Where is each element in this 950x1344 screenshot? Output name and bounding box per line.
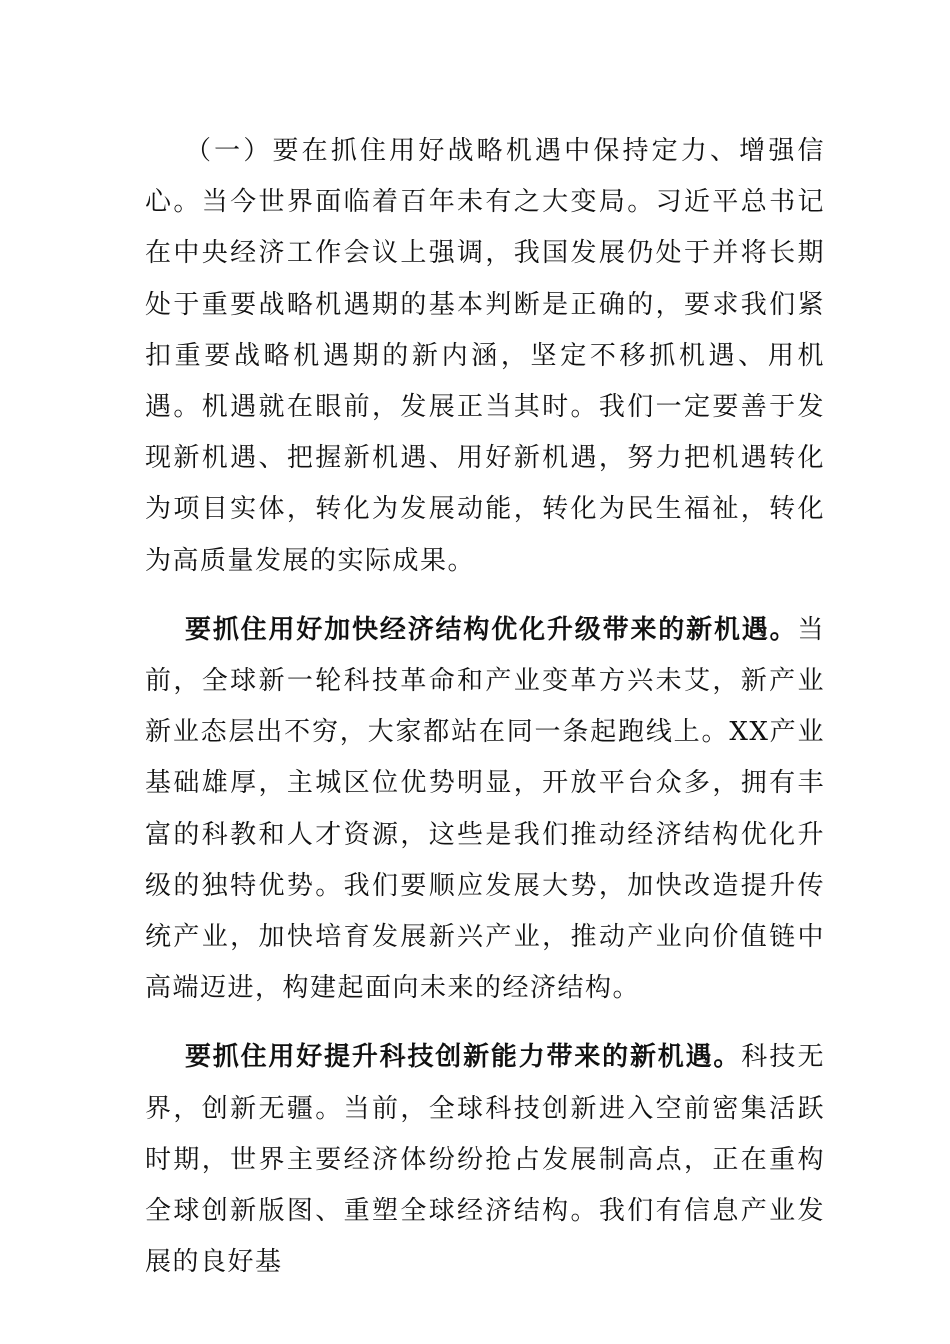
paragraph-1-text: （一）要在抓住用好战略机遇中保持定力、增强信心。当今世界面临着百年未有之大变局。习近平总书记在中央经济工作会议上强调，我国发展仍处于并将长期处于重要战略机遇期的基本判断是正确的，要求我们紧扣重要战略机遇期的新内涵，坚定不移抓机遇、用机遇。机遇就在眼前，发展正当其时。我们一定要善于发现新机遇、把握新机遇、用好新机遇，努力把机遇转化为项目实体，转化为发展动能，转化为民生福祉，转化为高质量发展的实际成果。	[145, 136, 825, 576]
paragraph-2-lead: 要抓住用好加快经济结构优化升级带来的新机遇。	[185, 614, 798, 645]
paragraph-2-text: 当前，全球新一轮科技革命和产业变革方兴未艾，新产业新业态层出不穷，大家都站在同一条起跑线上。XX产业基础雄厚，主城区位优势明显，开放平台众多，拥有丰富的科教和人才资源，这些是我们推动经济结构优化升级的独特优势。我们要顺应发展大势，加快改造提升传统产业，加快培育发展新兴产业，推动产业向价值链中高端迈进，构建起面向未来的经济结构。	[145, 614, 825, 1004]
paragraph-3-text: 科技无界，创新无疆。当前，全球科技创新进入空前密集活跃时期，世界主要经济体纷纷抢占发展制高点，正在重构全球创新版图、重塑全球经济结构。我们有信息产业发展的良好基	[145, 1042, 825, 1278]
paragraph-2	[145, 605, 825, 1015]
document-body	[145, 126, 825, 1288]
paragraph-3-lead: 要抓住用好提升科技创新能力带来的新机遇。	[185, 1042, 742, 1073]
paragraph-3	[145, 1032, 825, 1288]
paragraph-1	[145, 126, 825, 587]
